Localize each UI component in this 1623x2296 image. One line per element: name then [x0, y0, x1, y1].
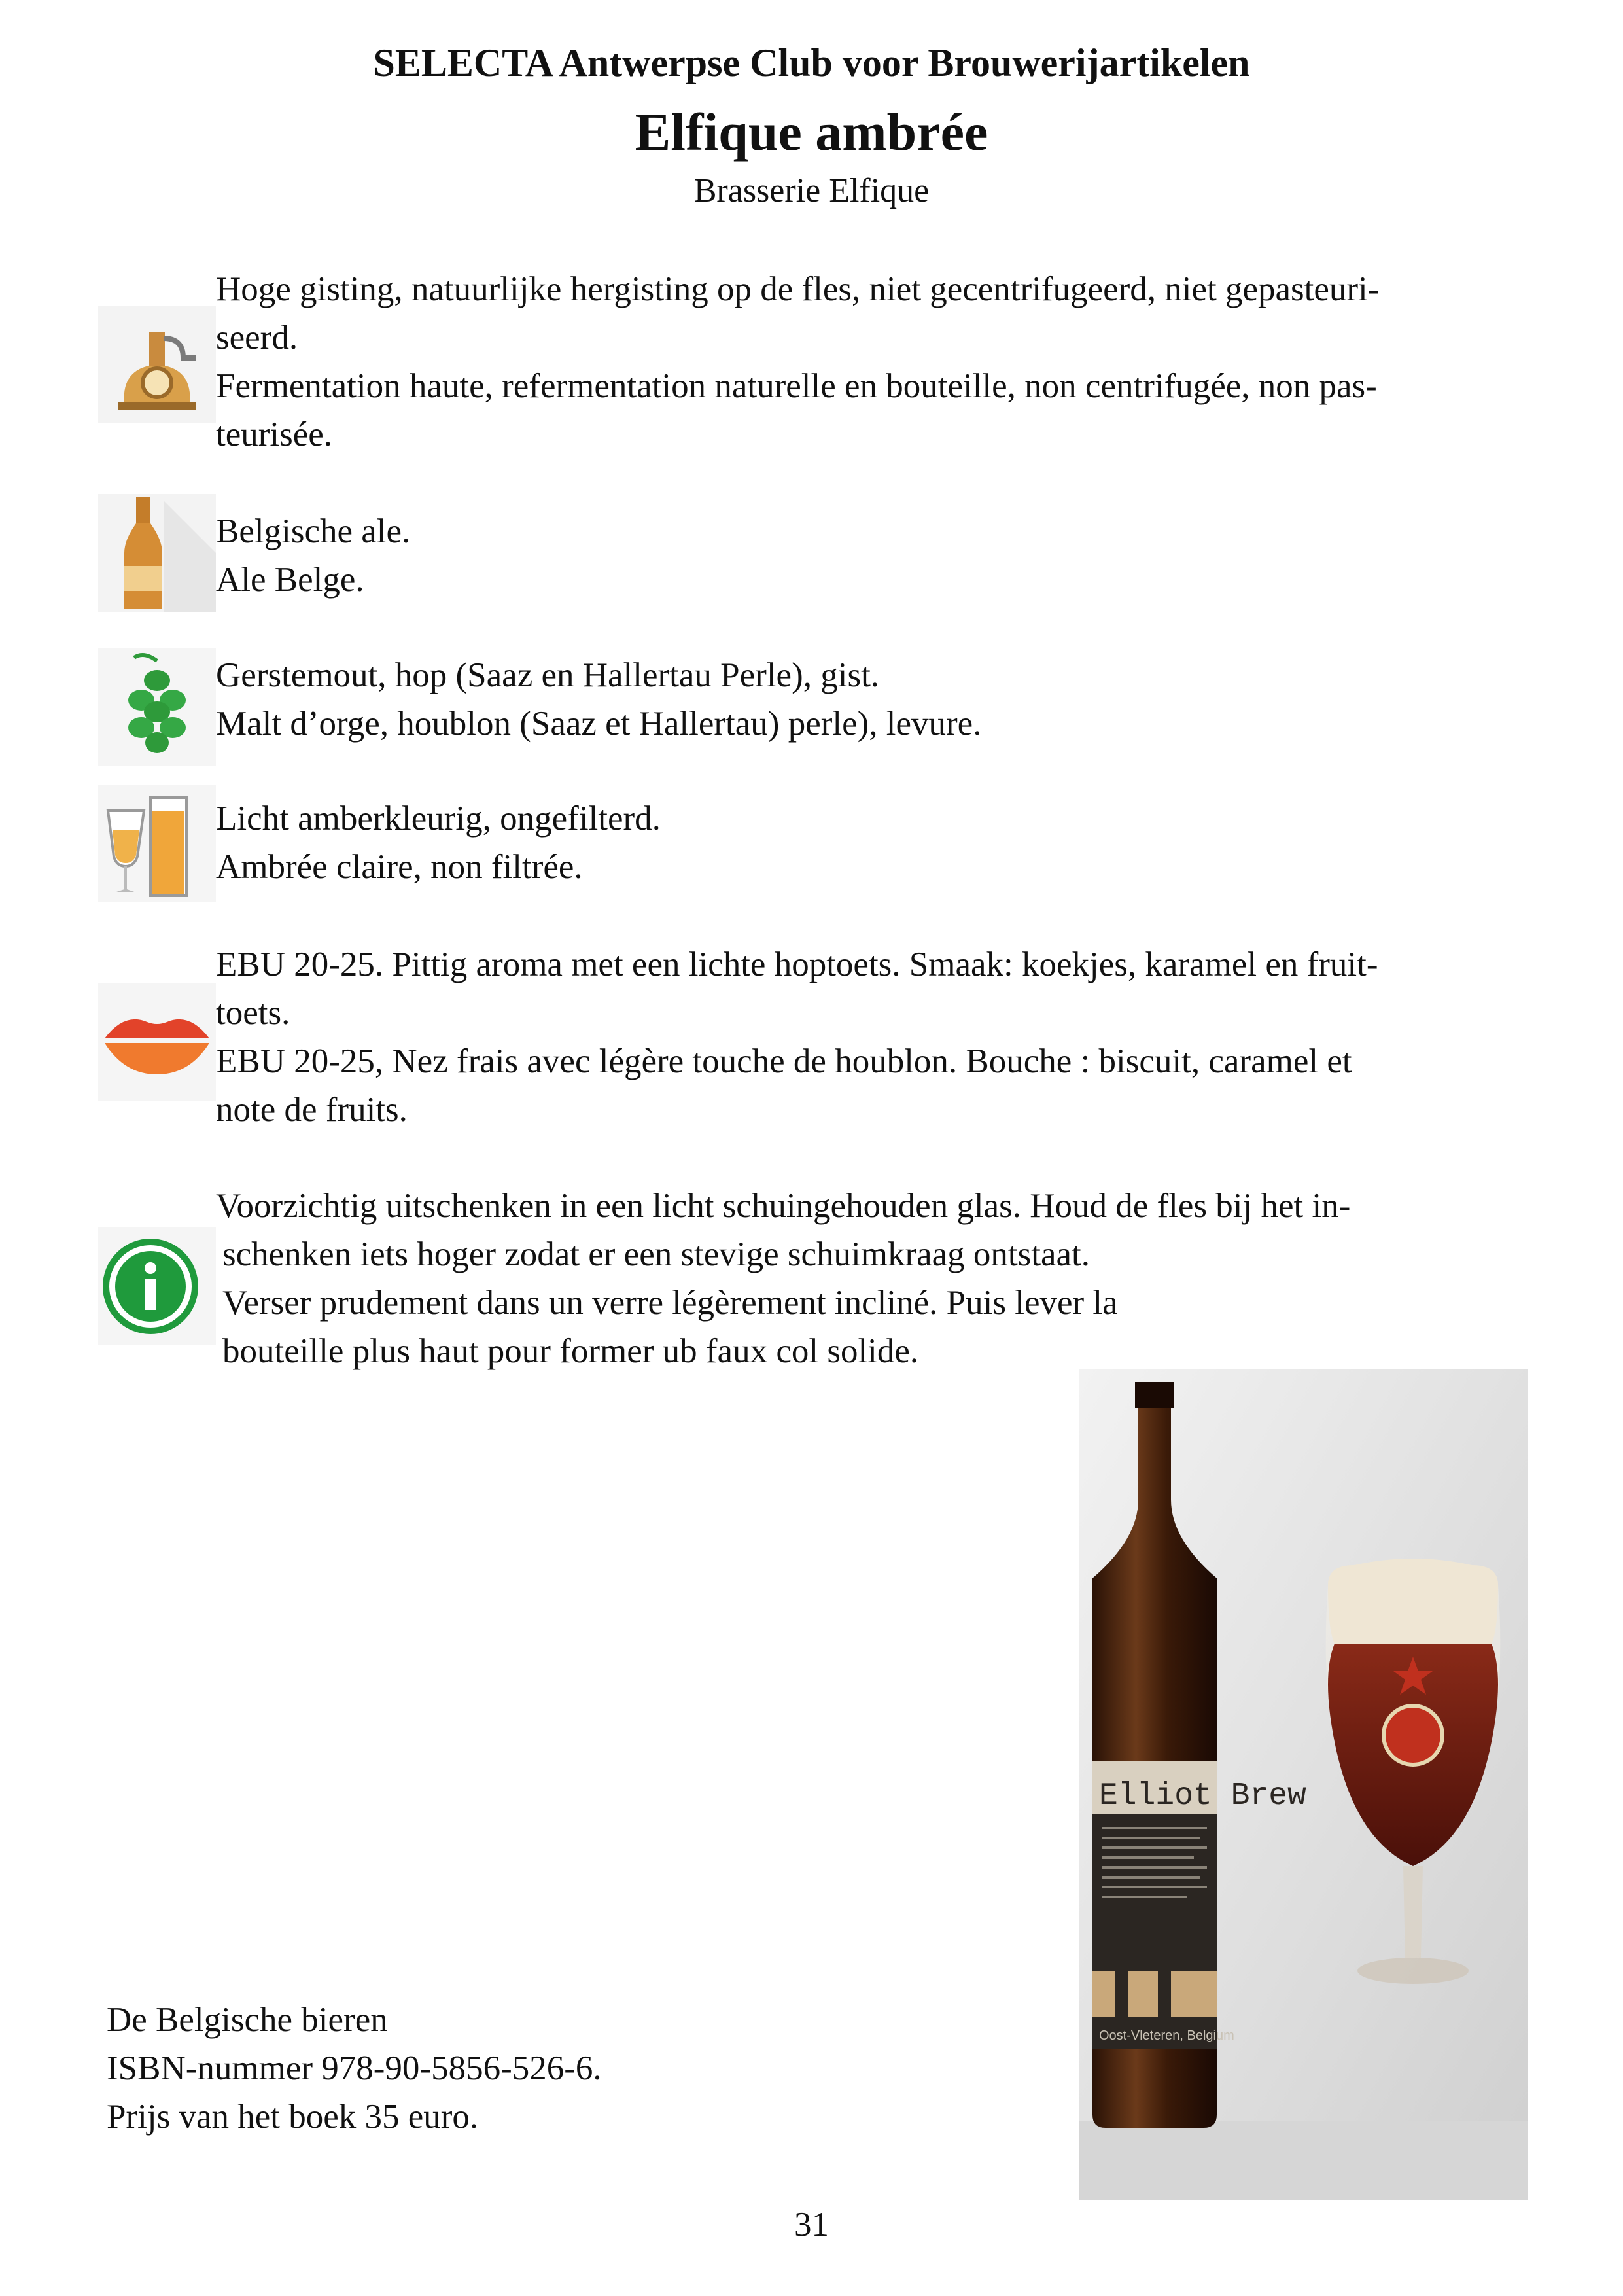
serving-nl: Voorzichtig uitschenken in een licht schuingehouden glas. Houd de fles bij het in- — [216, 1187, 1351, 1225]
taste-nl-cont: toets. — [216, 994, 290, 1032]
appearance-fr: Ambrée claire, non filtrée. — [216, 848, 583, 886]
taste-fr: EBU 20-25, Nez frais avec légère touche de houblon. Bouche : biscuit, caramel et — [216, 1042, 1352, 1080]
book-isbn: ISBN-nummer 978-90-5856-526-6. — [107, 2049, 602, 2087]
page-number: 31 — [794, 2206, 829, 2244]
fermentation-nl: Hoge gisting, natuurlijke hergisting op de fles, niet gecentrifugeerd, niet gepasteuri- — [216, 270, 1380, 308]
serving-nl-cont: schenken iets hoger zodat er een stevige schuimkraag ontstaat. — [222, 1235, 1090, 1273]
bottle-label-small: Oost-Vleteren, Belgium — [1099, 2028, 1234, 2043]
fermentation-nl-cont: seerd. — [216, 319, 298, 357]
beer-title: Elfique ambrée — [635, 102, 988, 162]
style-fr: Ale Belge. — [216, 561, 364, 599]
bottle-label-text: Elliot Brew — [1099, 1778, 1306, 1814]
style-text — [216, 507, 1616, 604]
book-info — [107, 1996, 602, 2141]
ingredients-nl: Gerstemout, hop (Saaz en Hallertau Perle), gist. — [216, 656, 880, 694]
club-title: SELECTA Antwerpse Club voor Brouwerijartikelen — [373, 41, 1250, 84]
taste-text — [216, 940, 1616, 1134]
taste-fr-cont: note de fruits. — [216, 1091, 408, 1129]
serving-fr-cont: bouteille plus haut pour former ub faux col solide. — [222, 1332, 919, 1370]
beer-photo — [1079, 1369, 1528, 2200]
hop-icon — [98, 648, 216, 766]
brewery-name: Brasserie Elfique — [693, 172, 930, 209]
appearance-text — [216, 794, 1616, 891]
taste-nl: EBU 20-25. Pittig aroma met een lichte hoptoets. Smaak: koekjes, karamel en fruit- — [216, 945, 1378, 983]
beer-bottle-icon — [98, 494, 216, 612]
book-price: Prijs van het boek 35 euro. — [107, 2098, 479, 2136]
serving-fr: Verser prudement dans un verre légèrement incliné. Puis lever la — [222, 1284, 1118, 1322]
fermentation-text — [216, 265, 1616, 459]
lips-icon — [98, 983, 216, 1101]
style-nl: Belgische ale. — [216, 512, 411, 550]
appearance-nl: Licht amberkleurig, ongefilterd. — [216, 800, 661, 838]
beer-glass-icon — [98, 785, 216, 902]
ingredients-fr: Malt d’orge, houblon (Saaz et Hallertau) perle), levure. — [216, 705, 982, 743]
ingredients-text — [216, 651, 1616, 748]
info-icon — [98, 1227, 216, 1345]
brewing-kettle-icon — [98, 306, 216, 423]
fermentation-fr: Fermentation haute, refermentation naturelle en bouteille, non centrifugée, non pas- — [216, 367, 1377, 405]
book-title: De Belgische bieren — [107, 2001, 388, 2039]
fermentation-fr-cont: teurisée. — [216, 415, 333, 453]
serving-text — [216, 1182, 1616, 1375]
